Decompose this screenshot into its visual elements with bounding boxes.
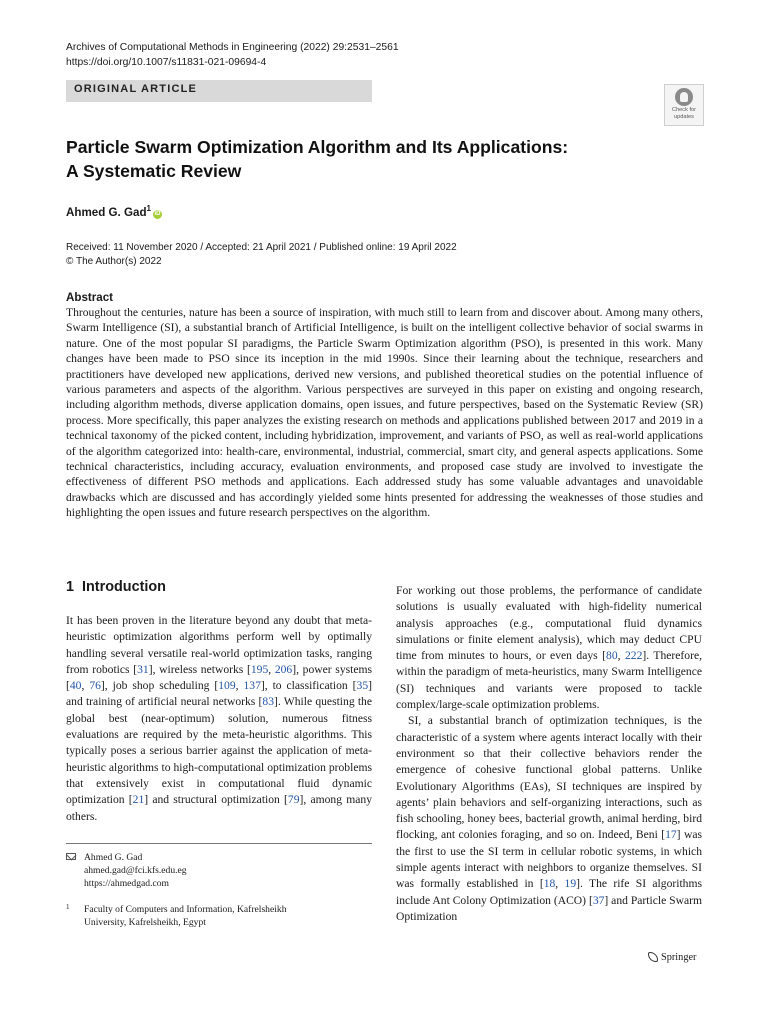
right-column: [396, 583, 702, 925]
date-history: Received: 11 November 2020 / Accepted: 21 April 2021 / Published online: 19 April 2022: [66, 242, 457, 253]
intro-paragraph-2: For working out those problems, the performance of candidate solutions is usually evaluated with high-fidelity numerical analysis approaches (e.g., computational fluid dynamics simulations or finite element analysis), which may deduct CPU time from minutes to hours, or even days [80, 222]. Therefore, within the paradigm of meta-heuristics, many Swarm Intelligence (SI) techniques and variants were proposed to tackle complex/large-scale optimization problems.: [396, 584, 702, 712]
title-line-1: Particle Swarm Optimization Algorithm and Its Applications:: [66, 137, 569, 157]
section-heading: [66, 579, 166, 595]
author-name[interactable]: Ahmed G. Gad: [66, 205, 147, 219]
section-number: 1: [66, 579, 75, 595]
citation-link[interactable]: 206: [274, 662, 293, 676]
publisher-name: Springer: [661, 952, 697, 963]
springer-horse-icon: [648, 952, 658, 962]
citation-link[interactable]: 19: [564, 877, 577, 891]
citation-link[interactable]: 79: [287, 793, 300, 807]
citation-link[interactable]: 35: [356, 679, 369, 693]
citation-link[interactable]: 195: [250, 662, 269, 676]
corr-name: Ahmed G. Gad: [84, 852, 143, 863]
section-title: Introduction: [82, 579, 166, 595]
title-line-2: A Systematic Review: [66, 161, 242, 181]
copyright: © The Author(s) 2022: [66, 256, 162, 267]
affiliation-line-2: University, Kafrelsheikh, Egypt: [84, 917, 206, 928]
footnote-divider: [66, 843, 372, 844]
article-type-banner: [66, 80, 372, 102]
author-line: [66, 204, 162, 219]
left-column: [66, 613, 372, 825]
citation-link[interactable]: 83: [262, 695, 274, 709]
citation-link[interactable]: 31: [137, 662, 149, 676]
citation-link[interactable]: 222: [624, 649, 643, 663]
intro-paragraph-3: SI, a substantial branch of optimization techniques, is the characteristic of a system where agents interact locally with their environment so that their collective behaviors render the emergence of cohesive functional global patterns. Unlike Evolutionary Algorithms (EAs), SI techniques are inspired by agents’ plain behaviors and self-organizing interactions, such as fish schooling, honey bees, bacterial growth, animal herding, bird flocking, ant colonies foraging, and so on. Indeed, Beni [17] was the first to use the SI term in cellular robotic systems, in which simple agents interact with neighbors to organize themselves. SI was formally established in [18, 19]. The rife SI algorithms include Ant Colony Optimization (ACO) [37] and Particle Swarm Optimization: [396, 714, 703, 923]
citation-link[interactable]: 17: [665, 828, 677, 842]
doi-link[interactable]: https://doi.org/10.1007/s11831-021-09694-4: [66, 57, 267, 68]
journal-header: [66, 40, 399, 70]
crossmark-icon: [675, 88, 693, 106]
abstract-text: Throughout the centuries, nature has been a source of inspiration, with much still to learn from and discover about. Among many others, Swarm Intelligence (SI), a substantial branch of Artificial Intelligence, is built on the intelligent collective behavior of social swarms in nature. One of the most popular SI paradigms, the Particle Swarm Optimization algorithm (PSO), is presented in this work. Many changes have been made to PSO since its inception in the mid 1990s. Since their learning about the technique, researchers and practitioners have developed new applications, derived new versions, and published theoretical studies on the potential influence of various parameters and aspects of the algorithm. Various perspectives are surveyed in this paper on existing and ongoing research, including algorithm methods, diverse application domains, open issues, and future perspectives, based on the Systematic Review (SR) process. More specifically, this paper analyzes the existing research on methods and applications published between 2017 and 2019 in a technical taxonomy of the picked content, including hybridization, improvement, and variants of PSO, as well as real-world applications of the algorithm categorized into: health-care, environmental, industrial, commercial, smart city, and general aspects applications. Some technical characteristics, including accuracy, evaluation environments, and proposed case study are involved to investigate the effectiveness of different PSO methods and applications. Each addressed study has some valuable advantages and unavoidable drawbacks which are discussed and has accordingly yielded some hints presented for addressing the weaknesses of those studies and highlighting the open issues and future research perspectives on the algorithm.: [66, 306, 703, 520]
affiliation-line-1: Faculty of Computers and Information, Kafrelsheikh: [84, 904, 287, 915]
journal-citation: Archives of Computational Methods in Engineering (2022) 29:2531–2561: [66, 42, 399, 53]
intro-paragraph-1: It has been proven in the literature beyond any doubt that meta-heuristic optimization algorithms perform well by optimally handling several versatile real-world optimization tasks, ranging from robotics [31], wireless networks [195, 206], power systems [40, 76], job shop scheduling [109, 137], to classification [35] and training of artificial neural networks [83]. While questing the global best (near-optimum) solution, numerous fitness evaluations are required by the meta-heuristic algorithms. This typically poses a serious barrier against the application of meta-heuristic algorithms to high-computational optimization problems that extensively exist in computational fluid dynamic optimization [21] and structural optimization [79], among many others.: [66, 614, 373, 823]
abstract-heading: Abstract: [66, 291, 114, 304]
corr-email[interactable]: ahmed.gad@fci.kfs.edu.eg: [84, 865, 187, 876]
crossmark-line1: Check for: [672, 107, 696, 113]
citation-link[interactable]: 21: [132, 793, 145, 807]
author-affiliation-sup: 1: [146, 204, 151, 213]
check-for-updates-badge[interactable]: [664, 84, 704, 126]
corr-url[interactable]: https://ahmedgad.com: [84, 878, 169, 889]
publication-dates: [66, 241, 457, 269]
citation-link[interactable]: 40: [69, 679, 82, 693]
orcid-icon[interactable]: iD: [154, 210, 161, 217]
citation-link[interactable]: 137: [243, 679, 261, 693]
citation-link[interactable]: 76: [89, 679, 101, 693]
citation-link[interactable]: 37: [592, 893, 605, 907]
crossmark-line2: updates: [674, 114, 694, 120]
affiliation-sup: 1: [66, 903, 70, 911]
envelope-icon: [66, 853, 76, 860]
citation-link[interactable]: 109: [218, 679, 236, 693]
citation-link[interactable]: 80: [606, 649, 618, 663]
article-title: [66, 135, 686, 183]
citation-link[interactable]: 18: [543, 877, 556, 891]
publisher-logo: [648, 952, 696, 963]
article-type-label: ORIGINAL ARTICLE: [74, 83, 198, 95]
